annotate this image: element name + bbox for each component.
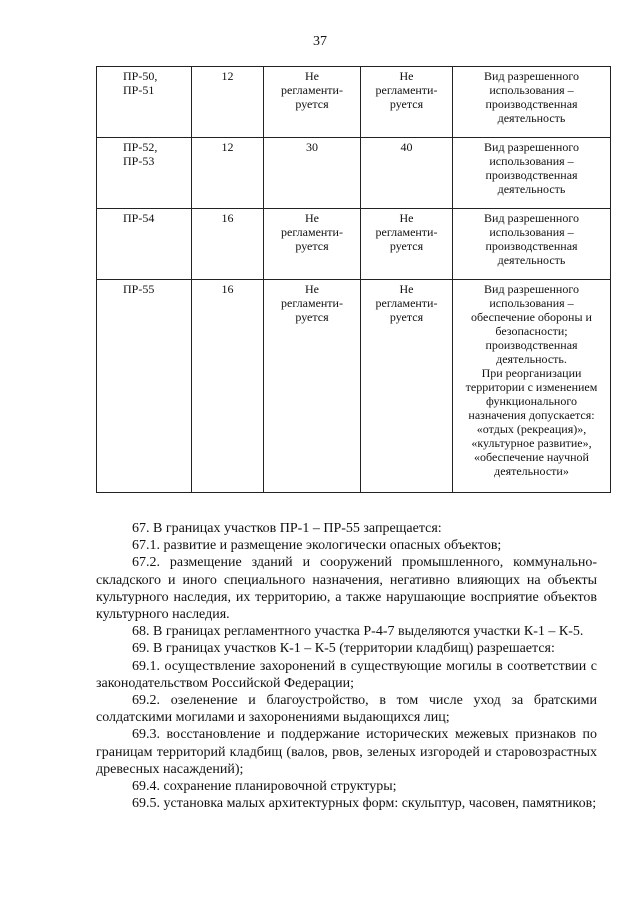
use-line: Вид разрешенного — [484, 211, 579, 225]
use-line: деятельность. — [496, 352, 567, 366]
table-row — [97, 67, 611, 138]
param-cell — [361, 209, 453, 280]
floors-value: 12 — [221, 69, 234, 83]
param-line: 40 — [400, 140, 413, 154]
plot-line: ПР-53 — [123, 154, 155, 168]
regulation-table — [96, 66, 611, 493]
use-line: деятельность — [497, 111, 566, 125]
plot-line: ПР-50, — [123, 69, 158, 83]
param-line: руется — [295, 239, 329, 253]
use-line: «обеспечение научной — [474, 450, 589, 464]
paragraph-67-2: 67.2. размещение зданий и сооружений промышленного, коммунально-складского и иного специального назначения, негативно влияющих на объекты культурного наследия, их территорию, а также нарушающие восприятие объектов культурного наследия. — [96, 555, 597, 623]
floors-cell — [192, 67, 264, 138]
use-line: обеспечение обороны и — [471, 310, 592, 324]
use-line: территории с изменением — [465, 380, 598, 394]
param-line: Не — [399, 282, 414, 296]
paragraph-67: 67. В границах участков ПР-1 – ПР-55 запрещается: — [132, 521, 442, 536]
paragraph-69-1: 69.1. осуществление захоронений в существующие могилы в соответствии с законодательством Российской Федерации; — [96, 658, 597, 691]
floors-cell — [192, 209, 264, 280]
plot-cell — [97, 280, 192, 493]
use-line: производственная — [485, 338, 578, 352]
use-line: использования – — [489, 225, 574, 239]
use-line: При реорганизации — [481, 366, 582, 380]
use-line: деятельность — [497, 182, 566, 196]
use-cell — [453, 209, 611, 280]
use-line: Вид разрешенного — [484, 140, 579, 154]
floors-cell — [192, 138, 264, 209]
param-cell — [264, 138, 361, 209]
use-line: использования – — [489, 154, 574, 168]
param-line: Не — [399, 211, 414, 225]
plot-cell — [97, 209, 192, 280]
floors-value: 16 — [221, 282, 234, 296]
floors-cell — [192, 280, 264, 493]
param-line: регламенти- — [281, 296, 343, 310]
paragraph-69-5: 69.5. установка малых архитектурных форм: скульптур, часовен, памятников; — [132, 796, 597, 812]
param-line: руется — [389, 239, 424, 253]
param-line: руется — [295, 310, 329, 324]
param-line: регламенти- — [375, 225, 438, 239]
table-row — [97, 138, 611, 209]
param-line: 30 — [306, 140, 318, 154]
param-line: регламенти- — [281, 83, 343, 97]
use-line: «культурное развитие», — [471, 436, 592, 450]
paragraph-68: 68. В границах регламентного участка Р-4-7 выделяются участки К-1 – К-5. — [132, 624, 584, 640]
use-line: Вид разрешенного — [484, 282, 579, 296]
plot-cell — [97, 67, 192, 138]
param-cell — [264, 280, 361, 493]
plot-line: ПР-54 — [123, 211, 155, 225]
use-cell — [453, 138, 611, 209]
floors-value: 16 — [221, 211, 234, 225]
page-number: 37 — [313, 34, 327, 49]
paragraph-69-4: 69.4. сохранение планировочной структуры; — [132, 779, 397, 795]
use-cell — [453, 280, 611, 493]
param-cell — [264, 209, 361, 280]
use-line: использования – — [489, 296, 574, 310]
use-line: Вид разрешенного — [484, 69, 579, 83]
use-line: использования – — [489, 83, 574, 97]
param-line: руется — [389, 97, 424, 111]
param-line: Не — [305, 69, 319, 83]
use-line: деятельность — [497, 253, 566, 267]
param-line: руется — [295, 97, 329, 111]
param-line: Не — [305, 211, 319, 225]
use-line: производственная — [485, 239, 578, 253]
paragraph-69-2: 69.2. озеленение и благоустройство, в том числе уход за братскими солдатскими могилами и захоронениями выдающихся лиц; — [96, 693, 597, 726]
plot-line: ПР-55 — [123, 282, 155, 296]
param-line: регламенти- — [375, 83, 438, 97]
use-line: функционального — [486, 394, 577, 408]
use-line: производственная — [485, 97, 578, 111]
param-cell — [361, 280, 453, 493]
use-line: безопасности; — [495, 324, 568, 338]
use-line: деятельности» — [494, 464, 569, 478]
paragraph-69-3: 69.3. восстановление и поддержание исторических межевых признаков по границам территорий кладбищ (валов, рвов, зеленых изгородей и старовозрастных древесных насаждений); — [96, 727, 597, 777]
floors-value: 12 — [221, 140, 234, 154]
use-line: «отдых (рекреация)», — [476, 422, 587, 436]
paragraph-69: 69. В границах участков К-1 – К-5 (территории кладбищ) разрешается: — [132, 641, 555, 657]
paragraph-67-1: 67.1. развитие и размещение экологически опасных объектов; — [132, 538, 502, 554]
use-line: назначения допускается: — [468, 408, 595, 422]
param-cell — [361, 67, 453, 138]
param-line: Не — [305, 282, 319, 296]
use-cell — [453, 67, 611, 138]
plot-line: ПР-52, — [123, 140, 158, 154]
param-line: регламенти- — [281, 225, 343, 239]
body-text — [96, 520, 597, 812]
use-line: производственная — [485, 168, 578, 182]
param-line: Не — [399, 69, 414, 83]
plot-line: ПР-51 — [123, 83, 155, 97]
param-cell — [361, 138, 453, 209]
table-row — [97, 280, 611, 493]
param-cell — [264, 67, 361, 138]
param-line: регламенти- — [375, 296, 438, 310]
plot-cell — [97, 138, 192, 209]
table-row — [97, 209, 611, 280]
param-line: руется — [389, 310, 424, 324]
